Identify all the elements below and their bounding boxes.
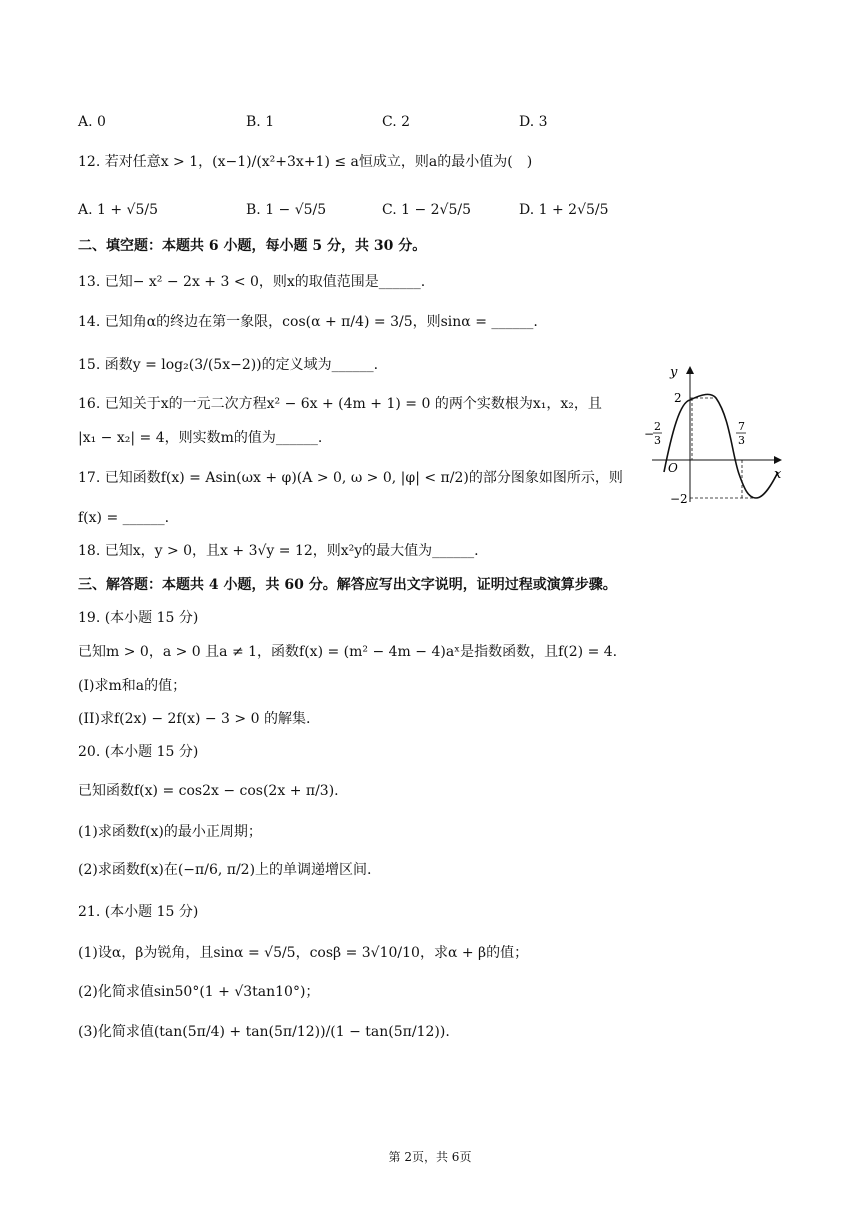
q19-header: 19. (本小题 15 分) (78, 610, 199, 626)
min-value-label: −2 (670, 492, 688, 506)
left-tick-denominator: 3 (654, 434, 661, 447)
sine-graph-figure (640, 362, 790, 512)
question-15: 15. 函数y = log₂(3/(5x−2))的定义域为______. (78, 357, 379, 373)
q20-header: 20. (本小题 15 分) (78, 744, 199, 760)
right-tick-denominator: 3 (738, 434, 745, 447)
right-tick-label (736, 420, 746, 447)
left-tick-label (644, 420, 662, 447)
svg-text:−: − (644, 427, 655, 441)
section-3-heading: 三、解答题：本题共 4 小题，共 60 分。解答应写出文字说明，证明过程或演算步骤。 (78, 577, 617, 593)
q20-part-1: (1)求函数f(x)的最小正周期； (78, 824, 262, 840)
q20-part-2: (2)求函数f(x)在(−π/6, π/2)上的单调递增区间. (78, 862, 372, 878)
q12-stem: 12. 若对任意x > 1，(x−1)/(x²+3x+1) ≤ a恒成立，则a的最小值为( ) (78, 154, 533, 170)
q19-stem: 已知m > 0，a > 0 且a ≠ 1，函数f(x) = (m² − 4m − 4)aˣ是指数函数，且f(2) = 4. (78, 644, 618, 660)
question-17-line-2: f(x) = ______. (78, 510, 170, 526)
q19-part-2: (II)求f(2x) − 2f(x) − 3 > 0 的解集. (78, 711, 311, 727)
q12-option-d: D. 1 + 2√5/5 (519, 202, 609, 218)
left-tick-numerator: 2 (654, 420, 661, 433)
page-footer: 第 2页，共 6页 (388, 1150, 472, 1164)
q12-option-a: A. 1 + √5/5 (78, 202, 159, 218)
q21-part-1: (1)设α，β为锐角，且sinα = √5/5，cosβ = 3√10/10，求α + β的值； (78, 945, 529, 961)
q11-option-b: B. 1 (246, 114, 275, 130)
q21-part-3: (3)化简求值(tan(5π/4) + tan(5π/12))/(1 − tan(5π/12)). (78, 1024, 450, 1040)
question-16-line-2: |x₁ − x₂| = 4，则实数m的值为______. (78, 430, 323, 446)
q12-option-b: B. 1 − √5/5 (246, 202, 327, 218)
q19-part-1: (I)求m和a的值； (78, 678, 187, 694)
question-13: 13. 已知− x² − 2x + 3 < 0，则x的取值范围是______. (78, 274, 426, 290)
question-18: 18. 已知x，y > 0，且x + 3√y = 12，则x²y的最大值为______. (78, 543, 479, 559)
max-value-label: 2 (674, 391, 682, 405)
x-axis-label: x (774, 467, 782, 482)
y-axis-label: y (670, 365, 678, 380)
question-16-line-1: 16. 已知关于x的一元二次方程x² − 6x + (4m + 1) = 0 的两个实数根为x₁，x₂，且 (78, 396, 602, 412)
question-14: 14. 已知角α的终边在第一象限，cos(α + π/4) = 3/5，则sinα = ______. (78, 314, 538, 330)
origin-label: O (668, 461, 678, 475)
q12-option-c: C. 1 − 2√5/5 (382, 202, 472, 218)
question-17-line-1: 17. 已知函数f(x) = Asin(ωx + φ)(A > 0, ω > 0, |φ| < π/2)的部分图象如图所示，则 (78, 470, 623, 486)
q11-option-d: D. 3 (519, 114, 548, 130)
q11-option-a: A. 0 (78, 114, 106, 130)
q20-stem: 已知函数f(x) = cos2x − cos(2x + π/3). (78, 783, 339, 799)
q21-part-2: (2)化简求值sin50°(1 + √3tan10°)； (78, 984, 320, 1000)
section-2-heading: 二、填空题：本题共 6 小题，每小题 5 分，共 30 分。 (78, 238, 427, 254)
q21-header: 21. (本小题 15 分) (78, 904, 199, 920)
right-tick-numerator: 7 (738, 420, 745, 433)
q11-option-c: C. 2 (382, 114, 411, 130)
sine-curve (664, 394, 778, 498)
